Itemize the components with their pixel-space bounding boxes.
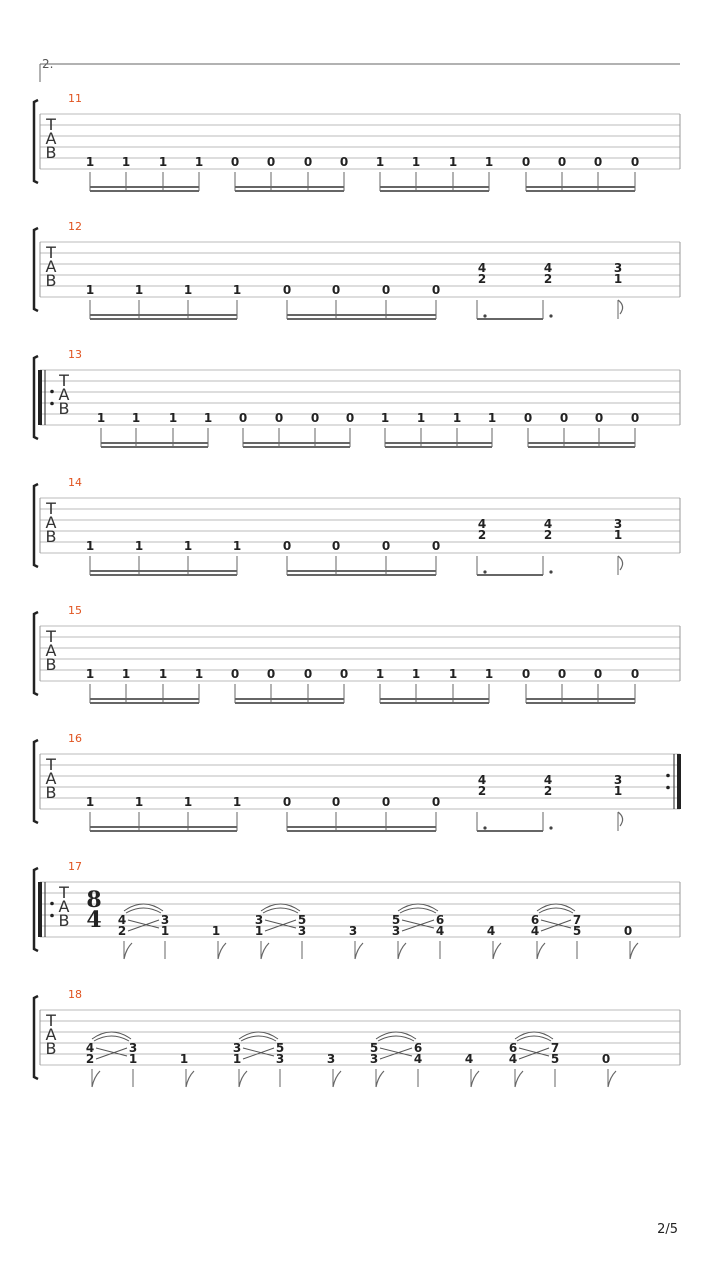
- flag: [630, 943, 638, 959]
- slide-fret-number: 4: [508, 1052, 518, 1066]
- tab-fret-number: 0: [630, 155, 640, 169]
- tab-fret-number: 0: [559, 411, 569, 425]
- tab-fret-number: 1: [158, 155, 168, 169]
- slur-arc: [378, 1036, 414, 1041]
- tab-fret-number: 1: [203, 411, 213, 425]
- tab-fret-number: 0: [557, 667, 567, 681]
- tab-fret-number: 1: [411, 155, 421, 169]
- slide-fret-number: 3: [128, 1041, 138, 1055]
- slur-arc: [539, 908, 573, 913]
- tab-fret-number: 1: [183, 539, 193, 553]
- tab-fret-number: 1: [134, 283, 144, 297]
- chord-fret-number: 2: [477, 528, 487, 542]
- tab-fret-number: 1: [85, 539, 95, 553]
- slide-fret-number: 2: [85, 1052, 95, 1066]
- tab-clef-letter: B: [45, 783, 57, 802]
- slide-fret-number: 6: [508, 1041, 518, 1055]
- tab-clef-letter: T: [46, 243, 56, 262]
- slide-fret-number: 4: [413, 1052, 423, 1066]
- tab-clef-letter: A: [45, 641, 57, 660]
- tab-fret-number: 0: [331, 795, 341, 809]
- tab-fret-number: 0: [431, 539, 441, 553]
- flag: [471, 1071, 479, 1087]
- tab-fret-number: 0: [282, 283, 292, 297]
- measure-number: 12: [68, 220, 82, 233]
- tab-fret-number: 1: [375, 155, 385, 169]
- dot: [483, 570, 486, 573]
- flag: [618, 300, 623, 314]
- tab-fret-number: 0: [274, 411, 284, 425]
- flag: [618, 812, 623, 826]
- tab-system: [34, 732, 681, 831]
- tab-fret-number: 1: [121, 667, 131, 681]
- slide-fret-number: 4: [85, 1041, 95, 1055]
- tab-clef-letter: A: [58, 385, 70, 404]
- flag: [218, 943, 226, 959]
- slide-fret-number: 2: [117, 924, 127, 938]
- slide-fret-number: 4: [530, 924, 540, 938]
- tab-fret-number: 0: [557, 155, 567, 169]
- flag: [239, 1071, 247, 1087]
- repeat-start-thick-bar: [38, 370, 42, 425]
- measure-number: 18: [68, 988, 82, 1001]
- tab-fret-number: 1: [452, 411, 462, 425]
- chord-fret-number: 3: [613, 517, 623, 531]
- tab-fret-number: 1: [134, 539, 144, 553]
- tab-system: [34, 220, 680, 319]
- measure-number: 11: [68, 92, 82, 105]
- flag: [355, 943, 363, 959]
- tab-fret-number: 0: [630, 411, 640, 425]
- dot: [483, 826, 486, 829]
- tab-clef-letter: A: [45, 257, 57, 276]
- tab-fret-number: 1: [121, 155, 131, 169]
- tab-system: [34, 348, 680, 447]
- tab-fret-number: 1: [194, 667, 204, 681]
- tab-fret-number: 0: [339, 667, 349, 681]
- tab-fret-number: 0: [266, 155, 276, 169]
- tab-fret-number: 0: [282, 795, 292, 809]
- tab-fret-number: 0: [303, 667, 313, 681]
- slide-fret-number: 3: [391, 924, 401, 938]
- measure-number: 15: [68, 604, 82, 617]
- slur-arc: [400, 908, 436, 913]
- tab-fret-number: 0: [303, 155, 313, 169]
- tab-fret-number: 1: [380, 411, 390, 425]
- tab-fret-number: 1: [183, 283, 193, 297]
- tab-fret-number: 1: [448, 155, 458, 169]
- tab-fret-number: 1: [448, 667, 458, 681]
- tab-fret-number: 1: [85, 795, 95, 809]
- slur-arc: [263, 908, 298, 913]
- flag: [124, 943, 132, 959]
- slur-arc: [94, 1036, 129, 1041]
- tab-clef-letter: T: [46, 115, 56, 134]
- chord-fret-number: 2: [543, 528, 553, 542]
- tab-fret-number: 1: [183, 795, 193, 809]
- slide-fret-number: 5: [550, 1052, 560, 1066]
- tab-fret-number: 0: [230, 155, 240, 169]
- slide-fret-number: 5: [369, 1041, 379, 1055]
- tab-fret-number: 0: [331, 283, 341, 297]
- tab-fret-number: 1: [194, 155, 204, 169]
- flag: [618, 556, 623, 570]
- tab-clef-letter: B: [45, 143, 57, 162]
- slide-fret-number: 5: [275, 1041, 285, 1055]
- tab-fret-number: 4: [486, 924, 496, 938]
- system-bracket: [34, 100, 38, 183]
- tab-clef-letter: B: [45, 527, 57, 546]
- tab-fret-number: 4: [464, 1052, 474, 1066]
- volta-label: 2.: [42, 57, 54, 71]
- page-number: 2/5: [657, 1222, 678, 1237]
- time-signature-bottom: 4: [86, 907, 102, 933]
- slide-fret-number: 1: [232, 1052, 242, 1066]
- chord-fret-number: 4: [477, 773, 487, 787]
- tab-clef-letter: T: [59, 371, 69, 390]
- tab-clef-letter: A: [45, 129, 57, 148]
- flag: [398, 943, 406, 959]
- time-signature-top: 8: [86, 887, 102, 913]
- slur-arc: [517, 1036, 551, 1041]
- flag: [333, 1071, 341, 1087]
- tab-fret-number: 0: [601, 1052, 611, 1066]
- system-bracket: [34, 484, 38, 567]
- tab-fret-number: 1: [85, 667, 95, 681]
- chord-fret-number: 2: [543, 272, 553, 286]
- tab-clef-letter: B: [45, 655, 57, 674]
- measure-number: 14: [68, 476, 82, 489]
- slide-fret-number: 5: [572, 924, 582, 938]
- chord-fret-number: 4: [477, 261, 487, 275]
- chord-fret-number: 4: [543, 261, 553, 275]
- tab-clef-letter: T: [46, 755, 56, 774]
- tab-clef-letter: T: [59, 883, 69, 902]
- tab-fret-number: 0: [266, 667, 276, 681]
- system-bracket: [34, 356, 38, 439]
- flag: [261, 943, 269, 959]
- tab-clef-letter: B: [45, 271, 57, 290]
- chord-fret-number: 1: [613, 784, 623, 798]
- repeat-dot: [50, 902, 54, 906]
- tab-fret-number: 1: [85, 155, 95, 169]
- measure-number: 17: [68, 860, 82, 873]
- slide-fret-number: 6: [413, 1041, 423, 1055]
- tab-fret-number: 0: [282, 539, 292, 553]
- system-bracket: [34, 868, 38, 951]
- slide-fret-number: 1: [160, 924, 170, 938]
- slide-fret-number: 3: [254, 913, 264, 927]
- tab-fret-number: 0: [623, 924, 633, 938]
- tab-fret-number: 1: [416, 411, 426, 425]
- slide-fret-number: 1: [254, 924, 264, 938]
- slide-fret-number: 7: [550, 1041, 560, 1055]
- tab-clef-letter: A: [45, 769, 57, 788]
- slide-fret-number: 6: [530, 913, 540, 927]
- repeat-dot: [666, 774, 670, 778]
- dot: [549, 314, 552, 317]
- tab-fret-number: 0: [381, 539, 391, 553]
- tab-fret-number: 0: [339, 155, 349, 169]
- tab-fret-number: 0: [238, 411, 248, 425]
- flag: [186, 1071, 194, 1087]
- tab-fret-number: 1: [232, 539, 242, 553]
- slide-fret-number: 3: [275, 1052, 285, 1066]
- tab-fret-number: 0: [230, 667, 240, 681]
- tab-clef-letter: B: [45, 1039, 57, 1058]
- tab-clef-letter: A: [58, 897, 70, 916]
- repeat-end-thick-bar: [677, 754, 681, 809]
- tab-clef-letter: T: [46, 499, 56, 518]
- tab-fret-number: 1: [411, 667, 421, 681]
- dot: [483, 314, 486, 317]
- chord-fret-number: 1: [613, 272, 623, 286]
- chord-fret-number: 4: [543, 773, 553, 787]
- tab-fret-number: 0: [431, 795, 441, 809]
- tab-fret-number: 1: [179, 1052, 189, 1066]
- chord-fret-number: 1: [613, 528, 623, 542]
- measure-number: 13: [68, 348, 82, 361]
- slide-fret-number: 6: [435, 913, 445, 927]
- tab-fret-number: 0: [593, 667, 603, 681]
- repeat-dot: [50, 914, 54, 918]
- tab-fret-number: 0: [381, 283, 391, 297]
- tab-clef-letter: B: [58, 399, 70, 418]
- repeat-dot: [50, 402, 54, 406]
- system-bracket: [34, 996, 38, 1079]
- tab-fret-number: 1: [211, 924, 221, 938]
- tab-fret-number: 0: [593, 155, 603, 169]
- slide-fret-number: 5: [297, 913, 307, 927]
- repeat-dot: [50, 390, 54, 394]
- system-bracket: [34, 228, 38, 311]
- slide-fret-number: 4: [117, 913, 127, 927]
- chord-fret-number: 3: [613, 773, 623, 787]
- slide-fret-number: 4: [435, 924, 445, 938]
- tab-clef-letter: B: [58, 911, 70, 930]
- flag: [376, 1071, 384, 1087]
- tab-fret-number: 1: [484, 667, 494, 681]
- tab-fret-number: 1: [232, 795, 242, 809]
- slide-fret-number: 7: [572, 913, 582, 927]
- flag: [92, 1071, 100, 1087]
- slur-arc: [241, 1036, 276, 1041]
- tab-fret-number: 0: [594, 411, 604, 425]
- tab-clef-letter: T: [46, 627, 56, 646]
- tab-fret-number: 0: [521, 155, 531, 169]
- chord-fret-number: 2: [477, 272, 487, 286]
- slide-fret-number: 3: [160, 913, 170, 927]
- chord-fret-number: 4: [543, 517, 553, 531]
- measure-number: 16: [68, 732, 82, 745]
- tab-fret-number: 0: [381, 795, 391, 809]
- repeat-dot: [666, 786, 670, 790]
- chord-fret-number: 4: [477, 517, 487, 531]
- tab-system: [34, 988, 680, 1087]
- tab-fret-number: 0: [523, 411, 533, 425]
- slide-fret-number: 3: [369, 1052, 379, 1066]
- tab-fret-number: 1: [131, 411, 141, 425]
- tab-fret-number: 1: [96, 411, 106, 425]
- flag: [537, 943, 545, 959]
- system-bracket: [34, 740, 38, 823]
- slide-fret-number: 1: [128, 1052, 138, 1066]
- tab-clef-letter: A: [45, 513, 57, 532]
- tab-fret-number: 0: [431, 283, 441, 297]
- dot: [549, 570, 552, 573]
- tab-fret-number: 1: [85, 283, 95, 297]
- tab-fret-number: 1: [168, 411, 178, 425]
- tab-system: [34, 92, 680, 191]
- chord-fret-number: 3: [613, 261, 623, 275]
- repeat-start-thick-bar: [38, 882, 42, 937]
- tab-fret-number: 0: [521, 667, 531, 681]
- dot: [549, 826, 552, 829]
- tab-fret-number: 0: [331, 539, 341, 553]
- tab-fret-number: 1: [487, 411, 497, 425]
- chord-fret-number: 2: [477, 784, 487, 798]
- system-bracket: [34, 612, 38, 695]
- tab-fret-number: 0: [310, 411, 320, 425]
- tab-fret-number: 0: [630, 667, 640, 681]
- tab-system: [34, 860, 680, 959]
- tab-fret-number: 0: [345, 411, 355, 425]
- flag: [493, 943, 501, 959]
- tab-system: [34, 604, 680, 703]
- flag: [515, 1071, 523, 1087]
- tab-fret-number: 1: [158, 667, 168, 681]
- slide-fret-number: 3: [232, 1041, 242, 1055]
- tab-clef-letter: A: [45, 1025, 57, 1044]
- slide-fret-number: 5: [391, 913, 401, 927]
- tab-clef-letter: T: [46, 1011, 56, 1030]
- slide-fret-number: 3: [297, 924, 307, 938]
- tab-fret-number: 3: [348, 924, 358, 938]
- slur-arc: [126, 908, 161, 913]
- tab-fret-number: 1: [232, 283, 242, 297]
- tab-fret-number: 1: [375, 667, 385, 681]
- flag: [608, 1071, 616, 1087]
- tab-fret-number: 3: [326, 1052, 336, 1066]
- tab-system: [34, 476, 680, 575]
- tab-fret-number: 1: [484, 155, 494, 169]
- chord-fret-number: 2: [543, 784, 553, 798]
- tab-fret-number: 1: [134, 795, 144, 809]
